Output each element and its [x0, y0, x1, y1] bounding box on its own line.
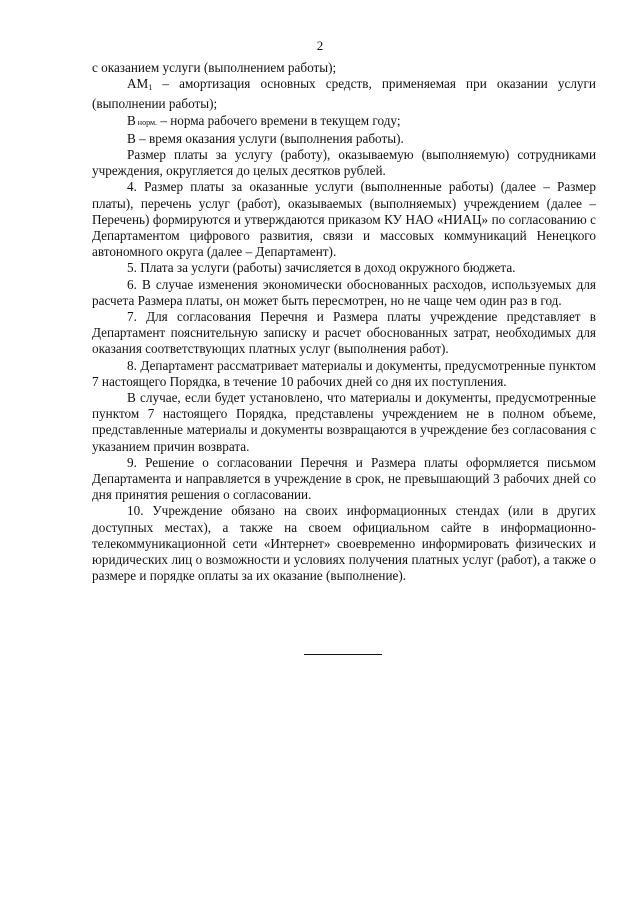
definition-am1-text: – амортизация основных средств, применяемая при оказании услуги (выполнении работы);: [92, 76, 596, 112]
paragraph-6: 6. В случае изменения экономически обоснованных расходов, используемых для расчета Размера платы, он может быть пересмотрен, но не чаще чем один раз в год.: [92, 276, 596, 308]
definition-v: В – время оказания услуги (выполнения работы).: [127, 130, 404, 146]
closing-line-divider: [304, 654, 382, 655]
paragraph-7: 7. Для согласования Перечня и Размера платы учреждение представляет в Департамент пояснительную записку и расчет обоснованных затрат, необходимых для оказания соответствующих платных услуг (выполнения работ).: [92, 309, 596, 357]
paragraph-10: 10. Учреждение обязано на своих информационных стендах (или в других доступных местах), а также на своем официальном сайте в информационно-телекоммуникационной сети «Интернет» своевременно информировать физических и юридических лиц о возможности и условиях получения платных услуг (работ), а также о размере и порядке оплаты за их оказание (выполнение).: [92, 503, 596, 584]
paragraph-continuation: с оказанием услуги (выполнением работы);: [92, 60, 337, 75]
term-am: АМ: [127, 76, 149, 92]
term-am-subscript: 1: [148, 83, 153, 93]
paragraph-rounding: Размер платы за услугу (работу), оказываемую (выполняемую) сотрудниками учреждения, округляется до целых десятков рублей.: [92, 147, 596, 179]
paragraph-8-continued: В случае, если будет установлено, что материалы и документы, предусмотренные пунктом 7 настоящего Порядка, представлены учреждением не в полном объеме, представленные материалы и документы возвращаются в учреждение без согласования с указанием причин возврата.: [92, 390, 596, 454]
term-v-norm-subscript: норм.: [135, 117, 158, 127]
definition-v-norm: [92, 113, 596, 131]
paragraph-9: 9. Решение о согласовании Перечня и Размера платы оформляется письмом Департамента и направляется в учреждение в срок, не превышающий 3 рабочих дней со дня принятия решения о согласовании.: [92, 454, 596, 503]
definition-am1: [92, 76, 596, 112]
term-v: В: [127, 112, 136, 128]
page-number: 2: [316, 38, 324, 53]
paragraph-8: 8. Департамент рассматривает материалы и документы, предусмотренные пунктом 7 настоящего Порядка, в течение 10 рабочих дней со дня их поступления.: [92, 357, 596, 389]
paragraph-4: 4. Размер платы за оказанные услуги (выполненные работы) (далее – Размер платы), перечень услуг (работ), оказываемых (выполняемых) учреждением (далее – Перечень) формируются и утверждаются приказом КУ НАО «НИАЦ» по согласованию с Департаментом цифрового развития, связи и массовых коммуникаций Ненецкого автономного округа (далее – Департамент).: [92, 179, 596, 260]
document-body: [92, 60, 596, 585]
definition-v-norm-text: – норма рабочего времени в текущем году;: [157, 112, 401, 128]
paragraph-5: 5. Плата за услуги (работы) зачисляется в доход окружного бюджета.: [127, 260, 516, 276]
